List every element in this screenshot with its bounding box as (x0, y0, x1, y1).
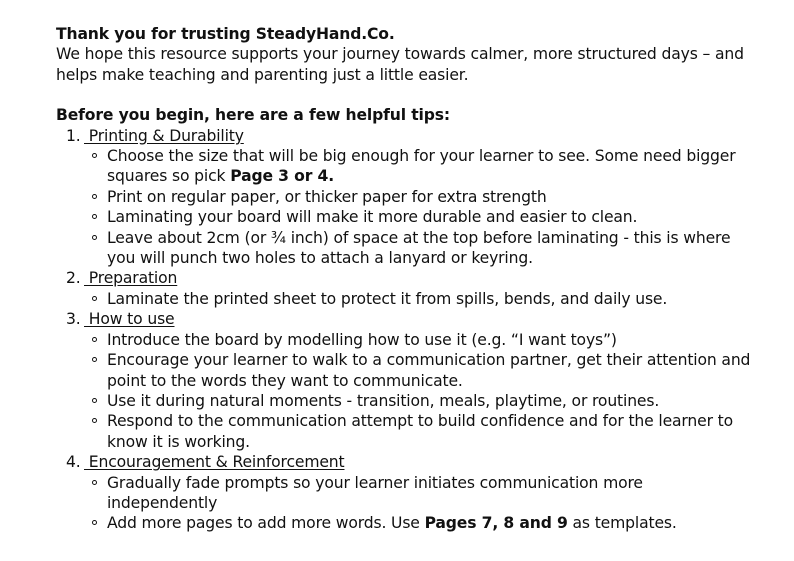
circle-bullet-icon (92, 296, 97, 301)
list-item-line: Laminate the printed sheet to protect it from spills, bends, and daily use. (107, 289, 668, 308)
section-number: 1. (66, 126, 81, 145)
section-how-to-use (56, 309, 764, 452)
bullet-list (84, 330, 764, 452)
list-item (84, 207, 764, 227)
section-title: How to use (84, 310, 175, 329)
list-item-line (107, 166, 764, 186)
circle-bullet-icon (92, 214, 97, 219)
section-number: 2. (66, 269, 81, 288)
tips-heading: Before you begin, here are a few helpful tips: (56, 106, 450, 125)
section-title: Printing & Durability (84, 126, 244, 145)
list-item-line: Respond to the communication attempt to build confidence and for the learner to (107, 412, 734, 431)
list-item (84, 473, 764, 514)
list-item-text: squares so pick (107, 167, 231, 186)
list-item-line: Encourage your learner to walk to a communication partner, get their attention and (107, 351, 751, 370)
list-item-line: you will punch two holes to attach a lanyard or keyring. (107, 249, 533, 268)
circle-bullet-icon (92, 194, 97, 199)
list-item-line: Print on regular paper, or thicker paper for extra strength (107, 187, 547, 206)
bullet-list (84, 473, 764, 534)
section-encouragement-reinforcement (56, 452, 764, 534)
list-item (84, 411, 764, 452)
section-preparation (56, 268, 764, 309)
circle-bullet-icon (92, 337, 97, 342)
list-item-line: independently (107, 493, 218, 512)
list-item (84, 350, 764, 391)
circle-bullet-icon (92, 520, 97, 525)
list-item (84, 146, 764, 187)
thank-you-heading: Thank you for trusting SteadyHand.Co. (56, 25, 395, 43)
intro-line-1: We hope this resource supports your journey towards calmer, more structured days – and (56, 45, 744, 64)
bullet-list (84, 289, 764, 309)
bullet-list (84, 146, 764, 268)
section-printing-durability (56, 126, 764, 269)
list-item (84, 513, 764, 533)
list-item-line: Gradually fade prompts so your learner initiates communication more (107, 473, 643, 492)
circle-bullet-icon (92, 398, 97, 403)
list-item-line: Leave about 2cm (or ¾ inch) of space at the top before laminating - this is where (107, 228, 731, 247)
list-item-line: Choose the size that will be big enough for your learner to see. Some need bigger (107, 147, 736, 166)
circle-bullet-icon (92, 153, 97, 158)
page-reference: Pages 7, 8 and 9 (424, 514, 568, 533)
list-item-line: Laminating your board will make it more durable and easier to clean. (107, 208, 638, 227)
section-number: 3. (66, 310, 81, 329)
spacer (56, 85, 764, 105)
list-item (84, 289, 764, 309)
page-reference: Page 3 or 4. (230, 167, 335, 186)
section-number: 4. (66, 453, 81, 472)
list-item (84, 391, 764, 411)
section-title: Encouragement & Reinforcement (84, 453, 345, 472)
intro-line-2: helps make teaching and parenting just a little easier. (56, 65, 469, 84)
section-title: Preparation (84, 269, 178, 288)
list-item-line: Use it during natural moments - transition, meals, playtime, or routines. (107, 391, 660, 410)
circle-bullet-icon (92, 235, 97, 240)
list-item (84, 228, 764, 269)
list-item (84, 330, 764, 350)
list-item-line: know it is working. (107, 432, 250, 451)
circle-bullet-icon (92, 357, 97, 362)
list-item (84, 187, 764, 207)
list-item-line: point to the words they want to communicate. (107, 371, 463, 390)
list-item-line: Introduce the board by modelling how to use it (e.g. “I want toys”) (107, 330, 617, 349)
list-item-text: as templates. (567, 514, 677, 533)
circle-bullet-icon (92, 418, 97, 423)
list-item-line (107, 513, 764, 533)
circle-bullet-icon (92, 480, 97, 485)
list-item-text: Add more pages to add more words. Use (107, 514, 425, 533)
